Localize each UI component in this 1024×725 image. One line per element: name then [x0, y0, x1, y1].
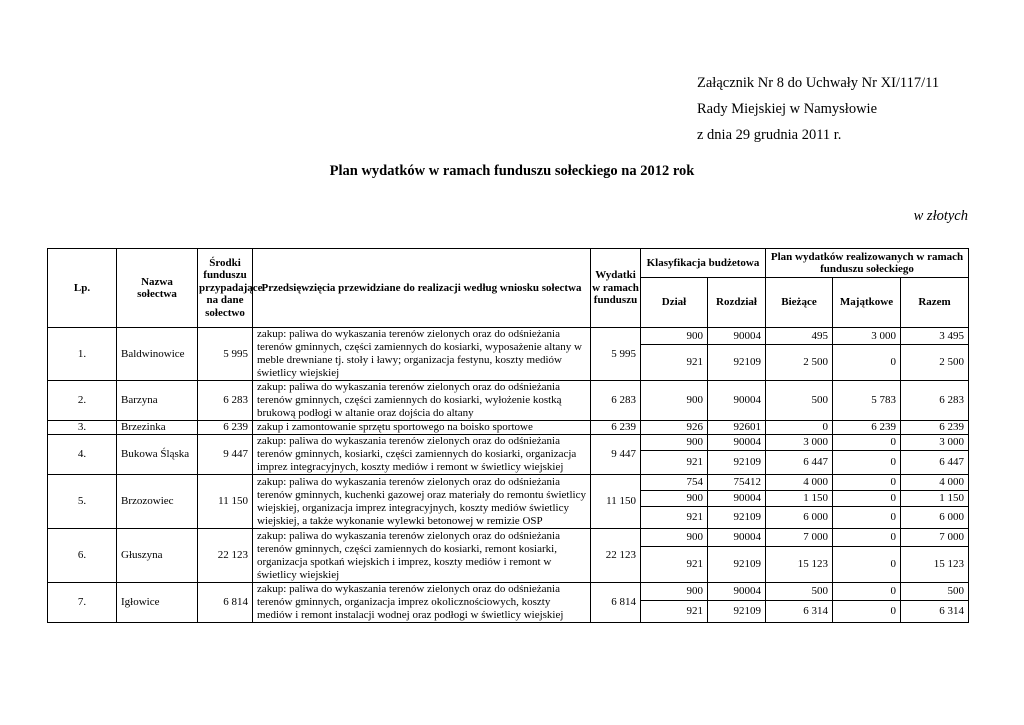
cell-rozdzial: 90004	[708, 435, 766, 451]
table-row	[48, 381, 969, 421]
cell-dzial: 921	[641, 507, 708, 529]
table-body	[48, 328, 969, 623]
cell-biezace: 0	[766, 421, 833, 435]
cell-rozdzial: 92109	[708, 547, 766, 583]
cell-rozdzial: 92109	[708, 345, 766, 381]
cell-dzial: 921	[641, 547, 708, 583]
cell-opis: zakup: paliwa do wykaszania terenów zielonych oraz do odśnieżania terenów gminnych, organizacja imprez okolicznościowych, koszty mediów i remont instalacji wodnej oraz podłogi w świetlicy wiejskiej	[253, 583, 591, 623]
table-row	[48, 529, 969, 547]
cell-dzial: 900	[641, 381, 708, 421]
cell-wydatki: 6 814	[591, 583, 641, 623]
col-dzial: Dział	[641, 278, 708, 328]
cell-dzial: 900	[641, 491, 708, 507]
cell-biezace: 6 447	[766, 451, 833, 475]
cell-lp: 5.	[48, 475, 117, 529]
cell-biezace: 7 000	[766, 529, 833, 547]
cell-majatkowe: 0	[833, 491, 901, 507]
cell-majatkowe: 0	[833, 547, 901, 583]
cell-srodki: 22 123	[198, 529, 253, 583]
cell-lp: 6.	[48, 529, 117, 583]
cell-dzial: 921	[641, 451, 708, 475]
cell-dzial: 900	[641, 529, 708, 547]
cell-opis: zakup: paliwa do wykaszania terenów zielonych oraz do odśnieżania terenów gminnych, kuchenki gazowej oraz materiały do remontu świetlicy wiejskiej, organizacja imprez integracyjnych, koszty mediów świetlicy wiejskiej, a także wykonanie wylewki betonowej w remizie OSP	[253, 475, 591, 529]
cell-majatkowe: 0	[833, 345, 901, 381]
table-row	[48, 475, 969, 491]
unit-label: w złotych	[913, 208, 968, 224]
cell-rozdzial: 75412	[708, 475, 766, 491]
cell-wydatki: 5 995	[591, 328, 641, 381]
cell-lp: 2.	[48, 381, 117, 421]
cell-rozdzial: 90004	[708, 328, 766, 345]
cell-rozdzial: 90004	[708, 583, 766, 601]
document-header	[697, 70, 939, 148]
cell-dzial: 921	[641, 345, 708, 381]
cell-lp: 1.	[48, 328, 117, 381]
cell-dzial: 754	[641, 475, 708, 491]
cell-biezace: 6 314	[766, 601, 833, 623]
cell-rozdzial: 90004	[708, 381, 766, 421]
cell-wydatki: 6 239	[591, 421, 641, 435]
cell-opis: zakup: paliwa do wykaszania terenów zielonych oraz do odśnieżania terenów gminnych, części zamiennych do kosiarki, remont kosiarki, organizacja spotkań wiejskich i imprez, koszty mediów i remont w świetlicy wiejskiej	[253, 529, 591, 583]
cell-razem: 1 150	[901, 491, 969, 507]
cell-opis: zakup: paliwa do wykaszania terenów zielonych oraz do odśnieżania terenów gminnych, części zamiennych do kosiarki, wyłożenie kostką brukową podłogi w altanie oraz dojścia do altany	[253, 381, 591, 421]
council-line: Rady Miejskiej w Namysłowie	[697, 101, 878, 117]
table-header	[48, 249, 969, 328]
cell-majatkowe: 0	[833, 601, 901, 623]
cell-biezace: 500	[766, 583, 833, 601]
cell-razem: 7 000	[901, 529, 969, 547]
cell-majatkowe: 0	[833, 583, 901, 601]
cell-nazwa: Bukowa Śląska	[117, 435, 198, 475]
cell-srodki: 11 150	[198, 475, 253, 529]
cell-lp: 7.	[48, 583, 117, 623]
cell-razem: 3 495	[901, 328, 969, 345]
cell-majatkowe: 5 783	[833, 381, 901, 421]
cell-wydatki: 22 123	[591, 529, 641, 583]
table-row	[48, 583, 969, 601]
cell-dzial: 900	[641, 435, 708, 451]
cell-dzial: 921	[641, 601, 708, 623]
cell-majatkowe: 0	[833, 529, 901, 547]
cell-biezace: 4 000	[766, 475, 833, 491]
expenditure-table	[47, 248, 969, 623]
col-rozdzial: Rozdział	[708, 278, 766, 328]
col-wydatki: Wydatki w ramach funduszu	[591, 249, 641, 328]
cell-lp: 4.	[48, 435, 117, 475]
cell-nazwa: Brzezinka	[117, 421, 198, 435]
cell-rozdzial: 90004	[708, 529, 766, 547]
table-row	[48, 421, 969, 435]
cell-razem: 2 500	[901, 345, 969, 381]
cell-biezace: 3 000	[766, 435, 833, 451]
cell-srodki: 6 814	[198, 583, 253, 623]
cell-majatkowe: 0	[833, 435, 901, 451]
cell-nazwa: Igłowice	[117, 583, 198, 623]
cell-rozdzial: 92109	[708, 601, 766, 623]
cell-biezace: 1 150	[766, 491, 833, 507]
cell-nazwa: Brzozowiec	[117, 475, 198, 529]
date-line: z dnia 29 grudnia 2011 r.	[697, 127, 842, 143]
cell-biezace: 15 123	[766, 547, 833, 583]
cell-majatkowe: 6 239	[833, 421, 901, 435]
col-razem: Razem	[901, 278, 969, 328]
cell-nazwa: Głuszyna	[117, 529, 198, 583]
col-biezace: Bieżące	[766, 278, 833, 328]
cell-rozdzial: 90004	[708, 491, 766, 507]
cell-lp: 3.	[48, 421, 117, 435]
cell-biezace: 6 000	[766, 507, 833, 529]
page-title: Plan wydatków w ramach funduszu sołeckiego na 2012 rok	[329, 163, 695, 179]
cell-rozdzial: 92109	[708, 507, 766, 529]
cell-razem: 500	[901, 583, 969, 601]
cell-razem: 4 000	[901, 475, 969, 491]
cell-dzial: 900	[641, 328, 708, 345]
col-plan: Plan wydatków realizowanych w ramach funduszu sołeckiego	[766, 249, 969, 278]
cell-majatkowe: 0	[833, 507, 901, 529]
col-przedsiewziecia: Przedsięwzięcia przewidziane do realizacji według wniosku sołectwa	[253, 249, 591, 328]
cell-nazwa: Barzyna	[117, 381, 198, 421]
cell-rozdzial: 92109	[708, 451, 766, 475]
cell-wydatki: 9 447	[591, 435, 641, 475]
cell-opis: zakup: paliwa do wykaszania terenów zielonych oraz do odśnieżania terenów gminnych, kosiarki, części zamiennych do kosiarki, organizacja imprez integracyjnych, koszty mediów i remont w świetlicy wiejskiej	[253, 435, 591, 475]
cell-srodki: 6 283	[198, 381, 253, 421]
cell-razem: 3 000	[901, 435, 969, 451]
cell-biezace: 495	[766, 328, 833, 345]
cell-razem: 6 314	[901, 601, 969, 623]
col-srodki: Środki funduszu przypadające na dane sołectwo	[198, 249, 253, 328]
cell-wydatki: 6 283	[591, 381, 641, 421]
col-nazwa: Nazwa sołectwa	[117, 249, 198, 328]
cell-wydatki: 11 150	[591, 475, 641, 529]
cell-razem: 6 447	[901, 451, 969, 475]
cell-majatkowe: 0	[833, 475, 901, 491]
col-lp: Lp.	[48, 249, 117, 328]
cell-srodki: 5 995	[198, 328, 253, 381]
col-klasyfikacja: Klasyfikacja budżetowa	[641, 249, 766, 278]
cell-srodki: 9 447	[198, 435, 253, 475]
cell-razem: 15 123	[901, 547, 969, 583]
cell-majatkowe: 3 000	[833, 328, 901, 345]
attachment-line: Załącznik Nr 8 do Uchwały Nr XI/117/11	[697, 75, 940, 91]
cell-razem: 6 000	[901, 507, 969, 529]
cell-srodki: 6 239	[198, 421, 253, 435]
cell-opis: zakup: paliwa do wykaszania terenów zielonych oraz do odśnieżania terenów gminnych, części zamiennych do kosiarki, wyposażenie altany w meble drewniane tj. stoły i ławy; organizacja festynu, koszty mediów świetlicy wiejskiej	[253, 328, 591, 381]
cell-rozdzial: 92601	[708, 421, 766, 435]
cell-biezace: 2 500	[766, 345, 833, 381]
cell-dzial: 900	[641, 583, 708, 601]
cell-opis: zakup i zamontowanie sprzętu sportowego na boisko sportowe	[253, 421, 591, 435]
cell-biezace: 500	[766, 381, 833, 421]
cell-razem: 6 283	[901, 381, 969, 421]
cell-nazwa: Baldwinowice	[117, 328, 198, 381]
table-row	[48, 435, 969, 451]
cell-majatkowe: 0	[833, 451, 901, 475]
table-row	[48, 328, 969, 345]
cell-razem: 6 239	[901, 421, 969, 435]
col-majatkowe: Majątkowe	[833, 278, 901, 328]
cell-dzial: 926	[641, 421, 708, 435]
